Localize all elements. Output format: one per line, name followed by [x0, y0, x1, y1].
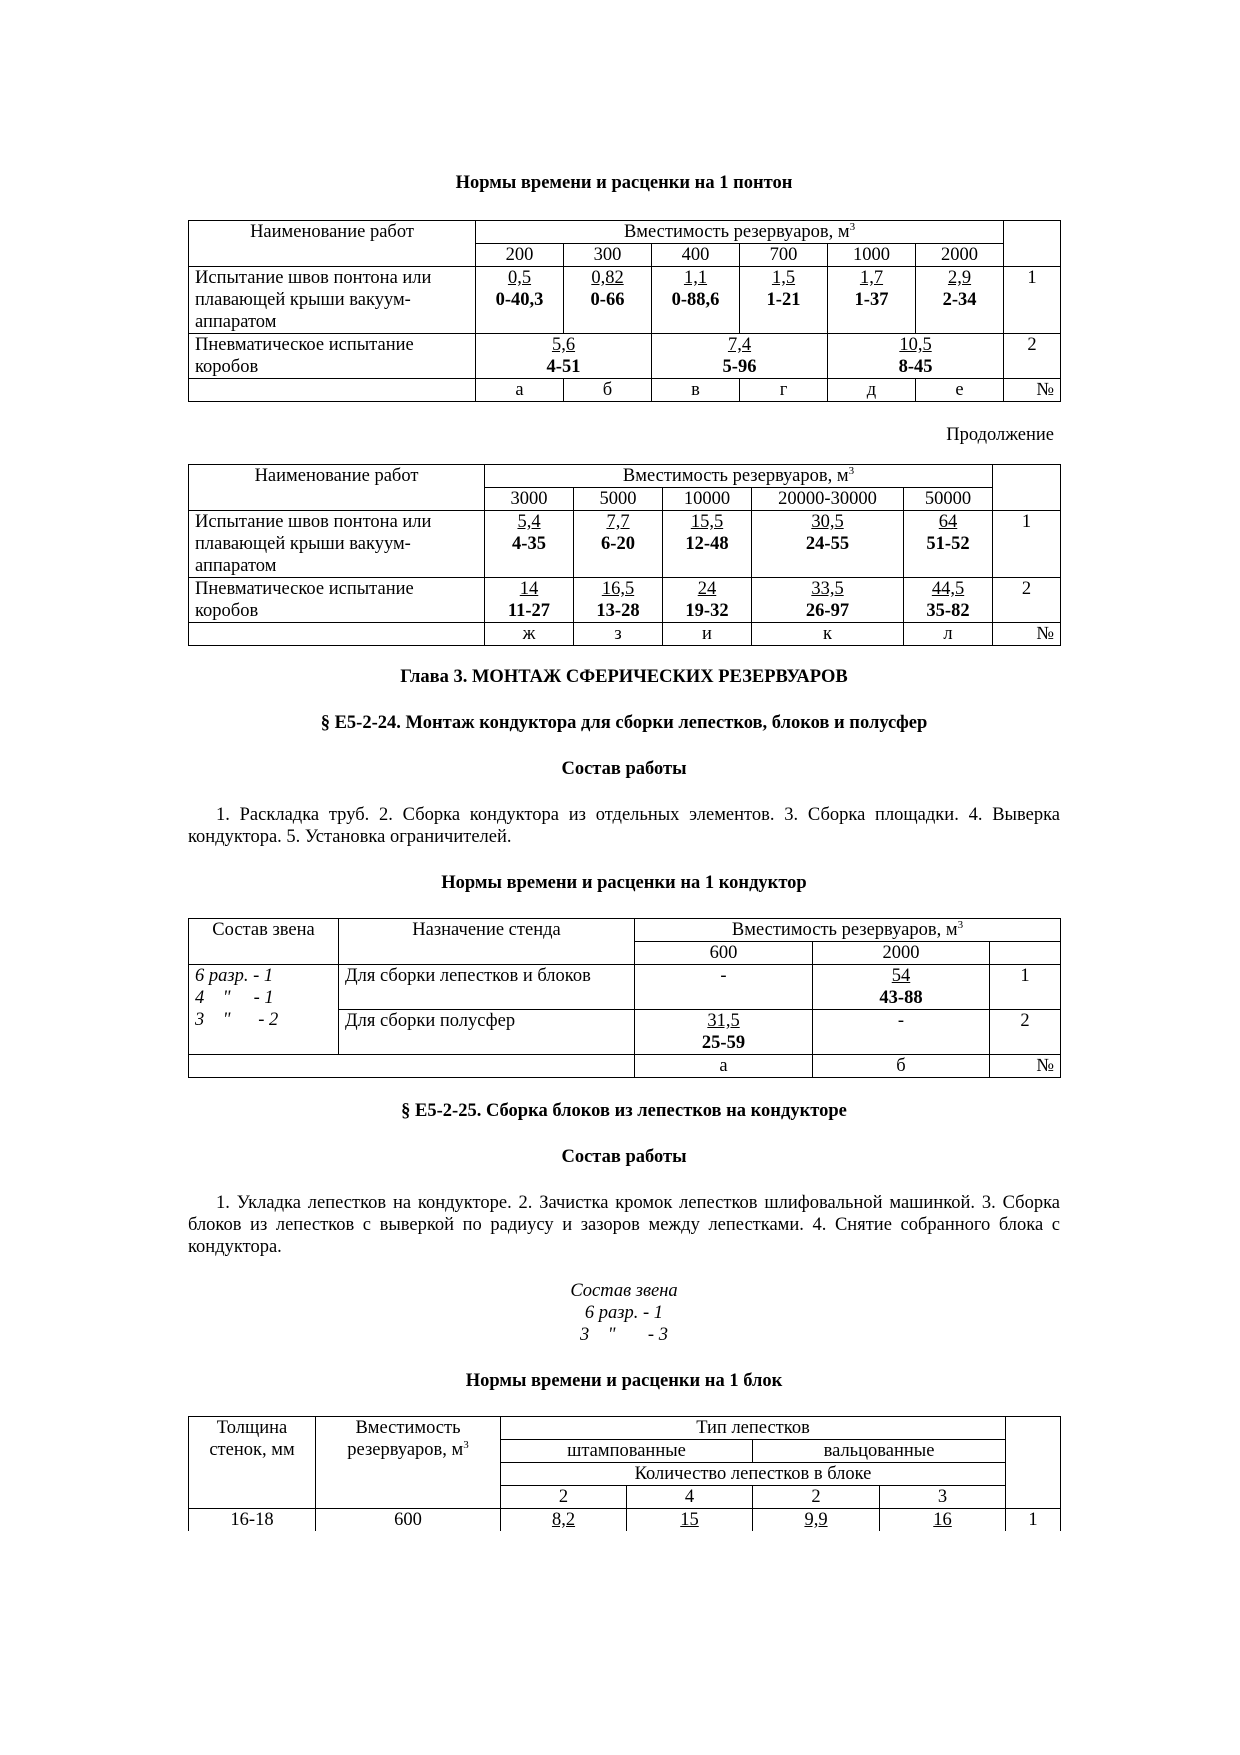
column-letter: а [635, 1055, 813, 1078]
norm-cell: 31,5 25-59 [635, 1010, 813, 1055]
header-work-name: Наименование работ [189, 221, 476, 267]
chapter-title: Глава 3. МОНТАЖ СФЕРИЧЕСКИХ РЕЗЕРВУАРОВ [400, 667, 848, 687]
cap-cell: 200 [476, 244, 564, 267]
column-letter: а [476, 379, 564, 402]
row-number: 1 [990, 965, 1061, 1010]
norm-cell: 16 [880, 1509, 1006, 1532]
continuation-label: Продолжение [946, 425, 1054, 445]
header-crew: Состав звена [189, 919, 339, 965]
section-25-title: § Е5-2-25. Сборка блоков из лепестков на кондукторе [401, 1101, 847, 1121]
norm-cell: 24 19-32 [663, 578, 752, 623]
norm-cell: 15 [627, 1509, 753, 1532]
column-letter: б [813, 1055, 990, 1078]
header-petal-type: Тип лепестков [501, 1417, 1006, 1440]
norm-cell: 1,1 0-88,6 [652, 267, 740, 334]
thickness-cell: 16-18 [189, 1509, 316, 1532]
column-letter: д [828, 379, 916, 402]
norm-cell: 1,7 1-37 [828, 267, 916, 334]
cap-cell: 2000 [916, 244, 1004, 267]
cap-cell: 50000 [904, 488, 993, 511]
column-letter: ж [485, 623, 574, 646]
row-number: 1 [1004, 267, 1061, 334]
table1-pontoon [188, 220, 1061, 402]
number-sign: № [1004, 379, 1061, 402]
table-row [189, 965, 1061, 1010]
letter-row [189, 379, 1061, 402]
header-rolled: вальцованные [753, 1440, 1006, 1463]
cap-cell: 300 [564, 244, 652, 267]
table-row [189, 578, 1061, 623]
column-letter: и [663, 623, 752, 646]
norm-cell: 9,9 [753, 1509, 880, 1532]
work-name: Испытание швов понтона или плавающей крыши вакуум-аппаратом [189, 511, 485, 578]
cap-cell: 2000 [813, 942, 990, 965]
table4-block [188, 1416, 1061, 1531]
norm-cell: - [635, 965, 813, 1010]
number-sign: № [990, 1055, 1061, 1078]
table-row [189, 267, 1061, 334]
norm-cell: 54 43-88 [813, 965, 990, 1010]
row-number: 2 [990, 1010, 1061, 1055]
norm-cell: 5,6 4-51 [476, 334, 652, 379]
column-letter: в [652, 379, 740, 402]
norm-cell: 33,5 26-97 [752, 578, 904, 623]
header-number [993, 465, 1061, 511]
header-thickness: Толщина стенок, мм [189, 1417, 316, 1509]
crew-line: 6 разр. - 1 [584, 1303, 664, 1323]
column-letter: б [564, 379, 652, 402]
header-capacity: Вместимость резервуаров, $м^3$ [316, 1417, 501, 1509]
norm-cell: 16,5 13-28 [574, 578, 663, 623]
section-24-title: § Е5-2-24. Монтаж кондуктора для сборки лепестков, блоков и полусфер [320, 713, 928, 733]
crew-list: 6 разр. - 1 4 " - 1 3 " - 2 [189, 965, 339, 1055]
section-25-work-title: Состав работы [561, 1147, 687, 1167]
norm-cell: 44,5 35-82 [904, 578, 993, 623]
norm-cell: 0,5 0-40,3 [476, 267, 564, 334]
header-capacity: Вместимость резервуаров, $м^3$ [635, 919, 1061, 942]
crew-line: 3 " - 3 [580, 1325, 668, 1345]
purpose-cell: Для сборки полусфер [339, 1010, 635, 1055]
column-letter: е [916, 379, 1004, 402]
table1-heading: Нормы времени и расценки на 1 понтон [455, 173, 793, 193]
work-name: Пневматическое испытание коробов [189, 334, 476, 379]
norm-cell: 7,7 6-20 [574, 511, 663, 578]
column-letter: к [752, 623, 904, 646]
count-cell: 4 [627, 1486, 753, 1509]
row-number: 2 [1004, 334, 1061, 379]
norm-cell: 1,5 1-21 [740, 267, 828, 334]
header-purpose: Назначение стенда [339, 919, 635, 965]
cap-cell: 1000 [828, 244, 916, 267]
norm-cell: - [813, 1010, 990, 1055]
header-petal-count: Количество лепестков в блоке [501, 1463, 1006, 1486]
cap-cell: 20000-30000 [752, 488, 904, 511]
count-cell: 2 [753, 1486, 880, 1509]
section-25-work-text: 1. Укладка лепестков на кондукторе. 2. Зачистка кромок лепестков шлифовальной машинкой. 3. Сборка блоков из лепестков с выверкой по радиусу и зазоров между лепестками. 4. Снятие собранного блока с кондуктора. [188, 1193, 1060, 1257]
section-24-work-title: Состав работы [561, 759, 687, 779]
table-row [189, 334, 1061, 379]
crew-title: Состав звена [570, 1281, 678, 1301]
table-row [189, 511, 1061, 578]
column-letter: л [904, 623, 993, 646]
section-24-norms-title: Нормы времени и расценки на 1 кондуктор [441, 873, 807, 893]
cap-cell: 5000 [574, 488, 663, 511]
norm-cell: 64 51-52 [904, 511, 993, 578]
row-number: 1 [993, 511, 1061, 578]
header-number [1004, 221, 1061, 267]
count-cell: 3 [880, 1486, 1006, 1509]
row-number: 1 [1006, 1509, 1061, 1532]
norm-cell: 30,5 24-55 [752, 511, 904, 578]
norm-cell: 14 11-27 [485, 578, 574, 623]
header-stamped: штампованные [501, 1440, 753, 1463]
cap-cell: 600 [635, 942, 813, 965]
capacity-cell: 600 [316, 1509, 501, 1532]
table3-jig [188, 918, 1061, 1078]
table-row [189, 1509, 1061, 1532]
section-25-crew [188, 1280, 1060, 1346]
norm-cell: 10,5 8-45 [828, 334, 1004, 379]
norm-cell: 0,82 0-66 [564, 267, 652, 334]
cap-cell: 700 [740, 244, 828, 267]
cap-cell: 10000 [663, 488, 752, 511]
cap-cell: 400 [652, 244, 740, 267]
purpose-cell: Для сборки лепестков и блоков [339, 965, 635, 1010]
table2-pontoon-continued [188, 464, 1061, 646]
norm-cell: 2,9 2-34 [916, 267, 1004, 334]
header-work-name: Наименование работ [189, 465, 485, 511]
norm-cell: 5,4 4-35 [485, 511, 574, 578]
work-name: Испытание швов понтона или плавающей крыши вакуум-аппаратом [189, 267, 476, 334]
count-cell: 2 [501, 1486, 627, 1509]
norm-cell: 15,5 12-48 [663, 511, 752, 578]
number-sign: № [993, 623, 1061, 646]
letter-row [189, 623, 1061, 646]
cap-cell: 3000 [485, 488, 574, 511]
document-page [188, 0, 1060, 1531]
norm-cell: 8,2 [501, 1509, 627, 1532]
column-letter: г [740, 379, 828, 402]
letter-row [189, 1055, 1061, 1078]
section-24-work-text: 1. Раскладка труб. 2. Сборка кондуктора из отдельных элементов. 3. Сборка площадки. 4. Выверка кондуктора. 5. Установка ограничителей. [188, 805, 1060, 847]
column-letter: з [574, 623, 663, 646]
row-number: 2 [993, 578, 1061, 623]
work-name: Пневматическое испытание коробов [189, 578, 485, 623]
section-25-norms-title: Нормы времени и расценки на 1 блок [465, 1371, 783, 1391]
norm-cell: 7,4 5-96 [652, 334, 828, 379]
header-capacity: Вместимость резервуаров, $м^3$ [476, 221, 1004, 244]
header-number [1006, 1417, 1061, 1509]
header-capacity: Вместимость резервуаров, $м^3$ [485, 465, 993, 488]
